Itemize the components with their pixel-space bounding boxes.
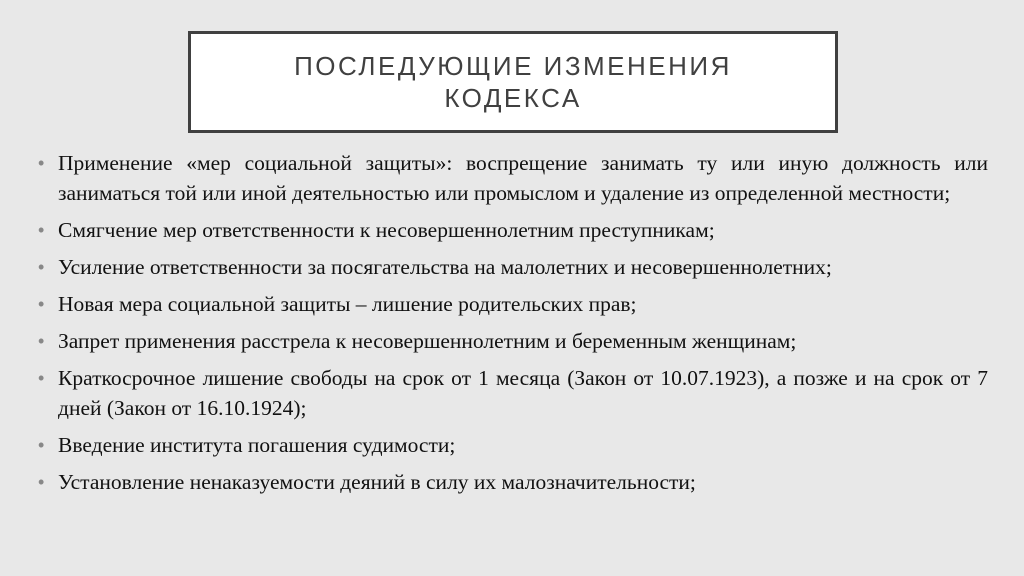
bullet-item (38, 467, 988, 497)
bullet-item (38, 215, 988, 245)
bullet-text: Установление ненаказуемости деяний в силу их малозначительности; (58, 470, 696, 494)
bullet-icon: • (38, 435, 45, 455)
bullet-icon: • (38, 331, 45, 351)
bullet-text: Новая мера социальной защиты – лишение родительских прав; (58, 292, 637, 316)
bullet-item (38, 363, 988, 423)
bullet-item (38, 148, 988, 208)
bullet-item (38, 252, 988, 282)
bullet-icon: • (38, 368, 45, 388)
slide-title: ПОСЛЕДУЮЩИЕ ИЗМЕНЕНИЯ КОДЕКСА (294, 51, 732, 113)
bullet-item (38, 430, 988, 460)
bullet-item (38, 289, 988, 319)
bullet-text: Применение «мер социальной защиты»: воспрещение занимать ту или иную должность или заниматься той или иной деятельностью или промыслом и удаление из определенной местности; (58, 151, 988, 205)
bullet-icon: • (38, 472, 45, 492)
bullet-text: Введение института погашения судимости; (58, 433, 456, 457)
bullet-text: Запрет применения расстрела к несовершеннолетним и беременным женщинам; (58, 329, 797, 353)
bullet-text: Усиление ответственности за посягательства на малолетних и несовершеннолетних; (58, 255, 832, 279)
title-box (188, 31, 838, 133)
bullet-item (38, 326, 988, 356)
bullet-text: Краткосрочное лишение свободы на срок от 1 месяца (Закон от 10.07.1923), а позже и на срок от 7 дней (Закон от 16.10.1924); (58, 366, 988, 420)
bullet-text: Смягчение мер ответственности к несовершеннолетним преступникам; (58, 218, 715, 242)
bullet-icon: • (38, 153, 45, 173)
bullet-icon: • (38, 257, 45, 277)
bullet-list (38, 148, 988, 497)
bullet-icon: • (38, 220, 45, 240)
slide-content (38, 148, 988, 504)
bullet-icon: • (38, 294, 45, 314)
